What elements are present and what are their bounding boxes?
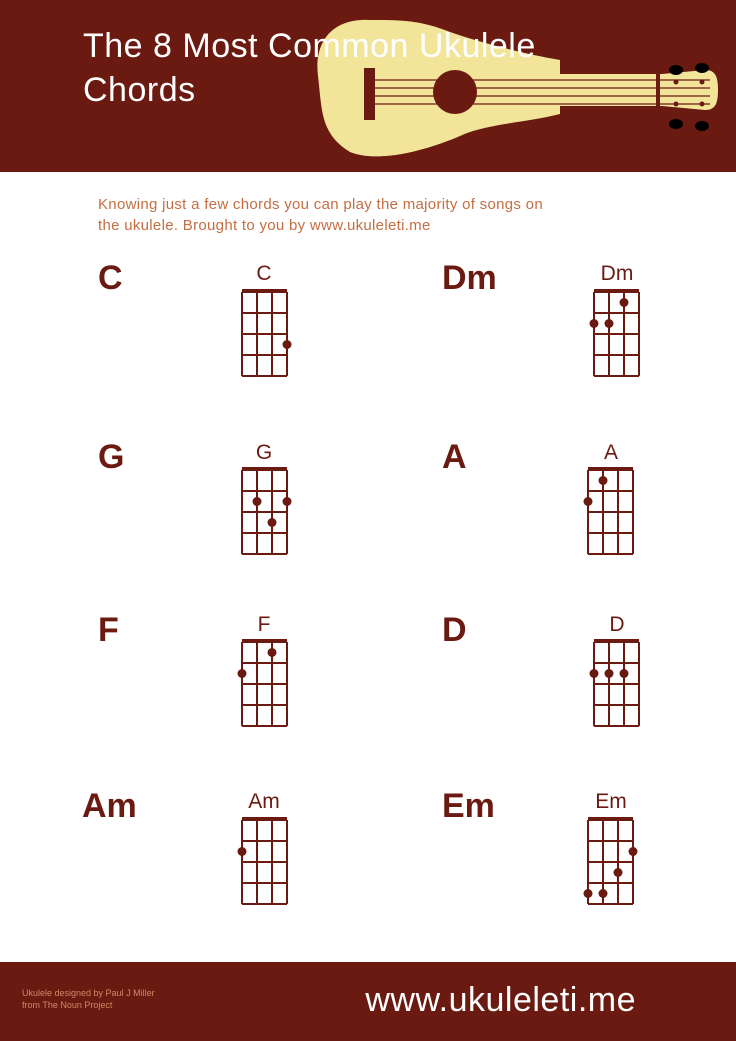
- ukulele-nut: [656, 72, 660, 108]
- chord-diagram-label-am: Am: [248, 790, 280, 813]
- chord-name-dm: Dm: [442, 259, 497, 297]
- chord-nut: [588, 817, 633, 821]
- finger-position-dot: [238, 669, 247, 678]
- chord-nut: [242, 817, 287, 821]
- finger-position-dot: [283, 497, 292, 506]
- finger-position-dot: [590, 319, 599, 328]
- finger-position-dot: [605, 319, 614, 328]
- chord-name-g: G: [98, 438, 125, 476]
- footer-banner: [0, 962, 736, 1041]
- chord-diagram-label-f: F: [257, 613, 271, 636]
- title-line-1: The 8 Most Common Ukulele: [83, 27, 536, 65]
- chord-diagram-g: [236, 464, 296, 560]
- intro-line-2: the ukulele. Brought to you by www.ukuleleti.me: [98, 217, 431, 234]
- finger-position-dot: [629, 847, 638, 856]
- chord-name-a: A: [442, 438, 467, 476]
- finger-position-dot: [238, 847, 247, 856]
- header-banner: [0, 0, 736, 172]
- icon-credit: [22, 987, 155, 1011]
- finger-position-dot: [283, 340, 292, 349]
- title-line-2: Chords: [83, 71, 196, 109]
- chord-diagram-d: [588, 636, 648, 732]
- finger-position-dot: [590, 669, 599, 678]
- chord-diagram-label-em: Em: [595, 790, 627, 813]
- chord-name-am: Am: [82, 787, 137, 825]
- chord-diagram-dm: [588, 286, 648, 382]
- finger-position-dot: [620, 669, 629, 678]
- finger-position-dot: [584, 497, 593, 506]
- chord-nut: [242, 639, 287, 643]
- chord-diagram-label-d: D: [609, 613, 625, 636]
- finger-position-dot: [614, 868, 623, 877]
- chord-diagram-label-c: C: [256, 262, 272, 285]
- intro-text: [98, 194, 688, 236]
- ukulele-neck: [555, 74, 665, 106]
- finger-position-dot: [620, 298, 629, 307]
- chord-diagram-a: [582, 464, 642, 560]
- finger-position-dot: [253, 497, 262, 506]
- intro-line-1: Knowing just a few chords you can play the majority of songs on: [98, 196, 543, 213]
- chord-diagram-c: [236, 286, 296, 382]
- page-title: [83, 24, 536, 112]
- chord-diagram-label-a: A: [603, 441, 618, 464]
- chord-diagram-am: [236, 814, 296, 910]
- chord-nut: [594, 289, 639, 293]
- finger-position-dot: [605, 669, 614, 678]
- footer-website-link[interactable]: www.ukuleleti.me: [365, 981, 636, 1019]
- chord-name-c: C: [98, 259, 123, 297]
- finger-position-dot: [584, 889, 593, 898]
- chord-diagram-em: [582, 814, 642, 910]
- chord-name-em: Em: [442, 787, 495, 825]
- chord-diagram-label-dm: Dm: [600, 262, 634, 285]
- chord-nut: [588, 467, 633, 471]
- chord-diagram-f: [236, 636, 296, 732]
- credit-line-1: Ukulele designed by Paul J Miller: [22, 988, 155, 998]
- chord-nut: [242, 289, 287, 293]
- finger-position-dot: [268, 518, 277, 527]
- chord-name-f: F: [98, 611, 119, 649]
- finger-position-dot: [599, 476, 608, 485]
- chord-nut: [242, 467, 287, 471]
- chord-name-d: D: [442, 611, 467, 649]
- chord-nut: [594, 639, 639, 643]
- finger-position-dot: [599, 889, 608, 898]
- chord-diagram-label-g: G: [255, 441, 273, 464]
- finger-position-dot: [268, 648, 277, 657]
- credit-line-2: from The Noun Project: [22, 1000, 113, 1010]
